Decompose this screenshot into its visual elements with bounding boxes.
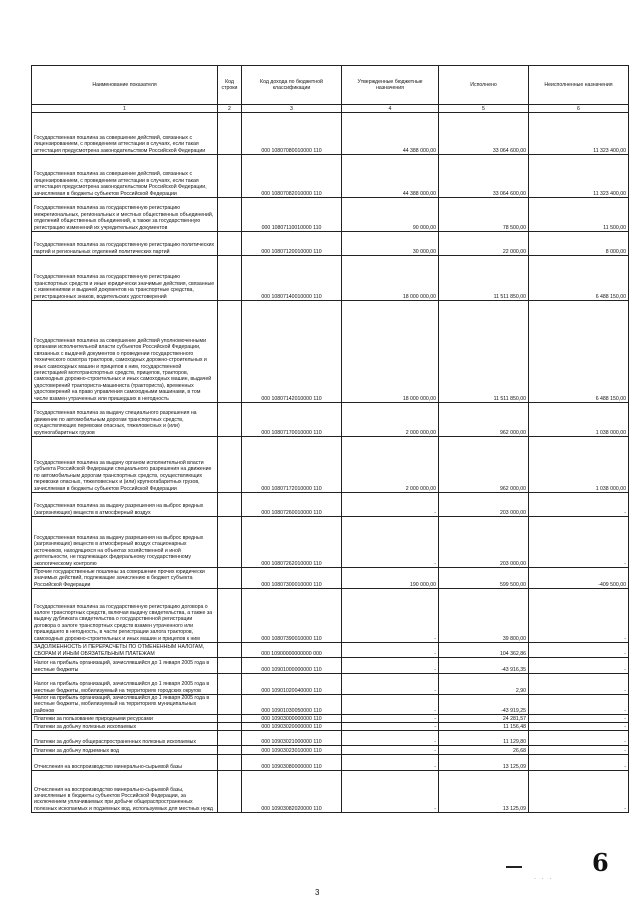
row-unexecuted: - — [529, 493, 629, 517]
row-unexecuted: 1 038 000,00 — [529, 437, 629, 493]
row-code — [218, 731, 242, 746]
budget-execution-table — [31, 65, 629, 813]
row-code — [218, 232, 242, 256]
header-approved: Утвержденные бюджетные назначения — [342, 66, 439, 105]
row-code — [218, 113, 242, 155]
column-number: 6 — [529, 105, 629, 113]
row-kbk: 000 10903023010000 110 — [242, 746, 342, 755]
table-row — [32, 723, 629, 731]
row-unexecuted: - — [529, 589, 629, 643]
row-code — [218, 658, 242, 674]
row-name: Отчисления на воспроизводство минерально-сырьевой базы, зачисляемые в бюджеты субъектов Российской Федерации, за исключением уплачиваемых при добыче общераспространенных полезных ископаемых и подземных вод, используемых для местных нужд — [32, 771, 218, 813]
row-executed: 33 064 600,00 — [439, 155, 529, 198]
row-unexecuted: - — [529, 746, 629, 755]
row-kbk: 000 10807172010000 110 — [242, 437, 342, 493]
row-approved: - — [342, 695, 439, 715]
row-name: Государственная пошлина за выдачу разрешения на выброс вредных (загрязняющих) веществ в атмосферный воздух — [32, 493, 218, 517]
row-executed: 11 511 850,00 — [439, 301, 529, 403]
table-row — [32, 771, 629, 813]
table-row — [32, 493, 629, 517]
header-kbk: Код дохода по бюджетной классификации — [242, 66, 342, 105]
row-unexecuted: 8 000,00 — [529, 232, 629, 256]
row-approved: 2 000 000,00 — [342, 437, 439, 493]
row-executed: 24 281,57 — [439, 715, 529, 723]
row-name: Государственная пошлина за выдачу разрешения на выброс вредных (загрязняющих) веществ в атмосферный воздух стационарных источников, находящихся на объектах хозяйственной и иной деятельности, не подлежащих федеральному государственному экологическому контролю — [32, 517, 218, 568]
row-approved: - — [342, 731, 439, 746]
row-name: Государственная пошлина за совершение действий уполномоченными органами исполнительной власти субъектов Российской Федерации, связанных с выдачей документов о проведении государственного технического осмотра тракторов, самоходных дорожно-строительных и иных самоходных машин и прицепов к ним, государственной регистрацией мототранспортных средств, прицепов, тракторов, самоходных дорожно-строительных и иных самоходных машин, выдачей удостоверений тракториста-машиниста (тракториста), временных удостоверений на право управления самоходными машинами, в том числе взамен утраченных или пришедших в негодность — [32, 301, 218, 403]
row-approved: - — [342, 674, 439, 695]
row-kbk: 000 10807120010000 110 — [242, 232, 342, 256]
row-unexecuted: - — [529, 723, 629, 731]
row-approved: - — [342, 746, 439, 755]
row-kbk: 000 10807142010000 110 — [242, 301, 342, 403]
row-executed: 33 064 600,00 — [439, 113, 529, 155]
table-row — [32, 674, 629, 695]
row-executed: -43 916,35 — [439, 658, 529, 674]
table-row — [32, 746, 629, 755]
table-body — [32, 113, 629, 813]
row-approved: 90 000,00 — [342, 198, 439, 232]
table-row — [32, 715, 629, 723]
row-code — [218, 755, 242, 771]
row-code — [218, 256, 242, 301]
table-row — [32, 658, 629, 674]
row-kbk: 000 10903021000000 110 — [242, 731, 342, 746]
row-unexecuted: - — [529, 731, 629, 746]
row-executed: 13 125,09 — [439, 755, 529, 771]
row-kbk: 000 10903080000000 110 — [242, 755, 342, 771]
row-code — [218, 198, 242, 232]
row-unexecuted: - — [529, 715, 629, 723]
row-name: Прочие государственные пошлины за совершение прочих юридически значимых действий, подлежащие зачислению в бюджет субъекта Российской Федерации — [32, 568, 218, 589]
row-unexecuted: - — [529, 695, 629, 715]
row-name: Государственная пошлина за государственную регистрацию транспортных средств и иные юридически значимые действия, связанные с изменениями и выдачей документов на транспортные средства, регистрационных знаков, водительских удостоверений — [32, 256, 218, 301]
table-row — [32, 517, 629, 568]
row-kbk: 000 10807390010000 110 — [242, 589, 342, 643]
row-kbk: 000 10807082010000 110 — [242, 155, 342, 198]
table-row — [32, 755, 629, 771]
row-code — [218, 695, 242, 715]
row-executed: 2,90 — [439, 674, 529, 695]
row-code — [218, 643, 242, 658]
row-executed: 962 000,00 — [439, 437, 529, 493]
row-kbk: 000 10901020040000 110 — [242, 674, 342, 695]
table-row — [32, 437, 629, 493]
row-unexecuted: -409 500,00 — [529, 568, 629, 589]
row-unexecuted: - — [529, 517, 629, 568]
row-kbk: 000 10901030050000 110 — [242, 695, 342, 715]
row-unexecuted: 1 038 000,00 — [529, 403, 629, 437]
header-code: Код строки — [218, 66, 242, 105]
row-name: Налог на прибыль организаций, зачислявшийся до 1 января 2005 года в местные бюджеты — [32, 658, 218, 674]
handwritten-dash — [506, 866, 522, 868]
table-row — [32, 589, 629, 643]
row-executed: 22 000,00 — [439, 232, 529, 256]
row-executed: 104 362,86 — [439, 643, 529, 658]
table-row — [32, 155, 629, 198]
row-name: Государственная пошлина за государственную регистрацию договора о залоге транспортных средств, включая выдачу свидетельства, а также за выдачу дубликата свидетельства о государственной регистрации договора о залоге транспортных средств взамен утраченного или пришедшего в негодность, в части регистрации залога тракторов, самоходных дорожно-строительных и иных машин и прицепов к ним — [32, 589, 218, 643]
row-approved: - — [342, 517, 439, 568]
table-row — [32, 301, 629, 403]
table-row — [32, 695, 629, 715]
row-name: Платежи за добычу общераспространенных полезных ископаемых — [32, 731, 218, 746]
row-executed: 78 500,00 — [439, 198, 529, 232]
column-number: 4 — [342, 105, 439, 113]
row-approved: - — [342, 755, 439, 771]
row-unexecuted: 11 500,00 — [529, 198, 629, 232]
row-name: ЗАДОЛЖЕННОСТЬ И ПЕРЕРАСЧЕТЫ ПО ОТМЕНЕННЫМ НАЛОГАМ, СБОРАМ И ИНЫМ ОБЯЗАТЕЛЬНЫМ ПЛАТЕЖАМ — [32, 643, 218, 658]
row-approved: - — [342, 643, 439, 658]
row-kbk: 000 10903082020000 110 — [242, 771, 342, 813]
row-code — [218, 403, 242, 437]
row-unexecuted: 6 488 150,00 — [529, 301, 629, 403]
row-name: Платежи за добычу полезных ископаемых — [32, 723, 218, 731]
row-code — [218, 674, 242, 695]
row-approved: - — [342, 493, 439, 517]
row-approved: 190 000,00 — [342, 568, 439, 589]
row-name: Государственная пошлина за государственную регистрацию межрегиональных, региональных и местных общественных объединений, отделений общественных объединений, а также за государственную регистрацию изменений их учредительных документов — [32, 198, 218, 232]
page-number: 3 — [315, 888, 320, 897]
row-kbk: 000 10807080010000 110 — [242, 113, 342, 155]
row-approved: - — [342, 723, 439, 731]
row-kbk: 000 10807170010000 110 — [242, 403, 342, 437]
column-number-row — [32, 105, 629, 113]
row-unexecuted: - — [529, 674, 629, 695]
row-code — [218, 301, 242, 403]
row-executed: -43 919,25 — [439, 695, 529, 715]
row-unexecuted: - — [529, 658, 629, 674]
column-number: 1 — [32, 105, 218, 113]
row-code — [218, 437, 242, 493]
row-executed: 13 125,09 — [439, 771, 529, 813]
column-number: 5 — [439, 105, 529, 113]
row-unexecuted: 6 488 150,00 — [529, 256, 629, 301]
row-executed: 39 800,00 — [439, 589, 529, 643]
table-row — [32, 256, 629, 301]
row-executed: 11 156,48 — [439, 723, 529, 731]
row-code — [218, 568, 242, 589]
row-kbk: 000 10901000000000 110 — [242, 658, 342, 674]
row-kbk: 000 10807110010000 110 — [242, 198, 342, 232]
table-row — [32, 731, 629, 746]
column-number: 2 — [218, 105, 242, 113]
row-kbk: 000 10903020000000 110 — [242, 723, 342, 731]
header-unexecuted: Неисполненные назначения — [529, 66, 629, 105]
row-name: Государственная пошлина за государственную регистрацию политических партий и региональных отделений политических партий — [32, 232, 218, 256]
row-executed: 962 000,00 — [439, 403, 529, 437]
row-approved: 30 000,00 — [342, 232, 439, 256]
header-name: Наименование показателя — [32, 66, 218, 105]
row-approved: - — [342, 589, 439, 643]
row-code — [218, 771, 242, 813]
row-approved: 44 388 000,00 — [342, 113, 439, 155]
row-unexecuted: 11 323 400,00 — [529, 155, 629, 198]
row-name: Отчисления на воспроизводство минерально-сырьевой базы — [32, 755, 218, 771]
table-row — [32, 643, 629, 658]
row-unexecuted: - — [529, 643, 629, 658]
handwritten-number: 6 — [592, 848, 609, 877]
row-approved: 2 000 000,00 — [342, 403, 439, 437]
row-name: Государственная пошлина за выдачу органом исполнительной власти субъекта Российской Федерации специального разрешения на движение по автомобильным дорогам транспортных средств, осуществляющих перевозки опасных, тяжеловесных и (или) крупногабаритных грузов, зачисляемая в бюджеты субъектов Российской Федерации — [32, 437, 218, 493]
row-approved: - — [342, 658, 439, 674]
row-approved: 44 388 000,00 — [342, 155, 439, 198]
row-approved: - — [342, 771, 439, 813]
header-row — [32, 66, 629, 105]
row-kbk: 000 10903000000000 110 — [242, 715, 342, 723]
row-code — [218, 723, 242, 731]
row-name: Государственная пошлина за совершение действий, связанных с лицензированием, с проведением аттестации в случаях, если такая аттестация предусмотрена законодательством Российской Федерации, зачисляемая в бюджеты субъектов Российской Федерации — [32, 155, 218, 198]
column-number: 3 — [242, 105, 342, 113]
row-code — [218, 589, 242, 643]
row-code — [218, 746, 242, 755]
table-row — [32, 113, 629, 155]
row-name: Государственная пошлина за совершение действий, связанных с лицензированием, с проведением аттестации в случаях, если такая аттестация предусмотрена законодательством Российской Федерации — [32, 113, 218, 155]
row-code — [218, 155, 242, 198]
row-code — [218, 715, 242, 723]
table-row — [32, 568, 629, 589]
row-executed: 203 000,00 — [439, 493, 529, 517]
row-code — [218, 517, 242, 568]
row-unexecuted: - — [529, 771, 629, 813]
row-name: Платежи за пользование природными ресурсами — [32, 715, 218, 723]
table-row — [32, 232, 629, 256]
row-name: Платежи за добычу подземных вод — [32, 746, 218, 755]
row-name: Налог на прибыль организаций, зачислявшийся до 1 января 2005 года в местные бюджеты, мобилизуемый на территориях муниципальных районов — [32, 695, 218, 715]
row-name: Налог на прибыль организаций, зачислявшийся до 1 января 2005 года в местные бюджеты, мобилизуемый на территориях городских округов — [32, 674, 218, 695]
row-executed: 11 511 850,00 — [439, 256, 529, 301]
row-approved: - — [342, 715, 439, 723]
row-executed: 203 000,00 — [439, 517, 529, 568]
table-row — [32, 198, 629, 232]
header-executed: Исполнено — [439, 66, 529, 105]
row-unexecuted: - — [529, 755, 629, 771]
row-kbk: 000 10807300010000 110 — [242, 568, 342, 589]
row-kbk: 000 10900000000000 000 — [242, 643, 342, 658]
row-kbk: 000 10807260010000 110 — [242, 493, 342, 517]
row-name: Государственная пошлина за выдачу специального разрешения на движение по автомобильным дорогам транспортных средств, осуществляющих перевозки опасных, тяжеловесных и (или) крупногабаритных грузов — [32, 403, 218, 437]
row-executed: 26,68 — [439, 746, 529, 755]
table-row — [32, 403, 629, 437]
row-kbk: 000 10807262010000 110 — [242, 517, 342, 568]
row-executed: 599 500,00 — [439, 568, 529, 589]
row-approved: 18 000 000,00 — [342, 301, 439, 403]
row-approved: 18 000 000,00 — [342, 256, 439, 301]
scan-specks: · · · — [534, 876, 554, 882]
row-unexecuted: 11 323 400,00 — [529, 113, 629, 155]
row-executed: 11 129,80 — [439, 731, 529, 746]
row-kbk: 000 10807140010000 110 — [242, 256, 342, 301]
row-code — [218, 493, 242, 517]
